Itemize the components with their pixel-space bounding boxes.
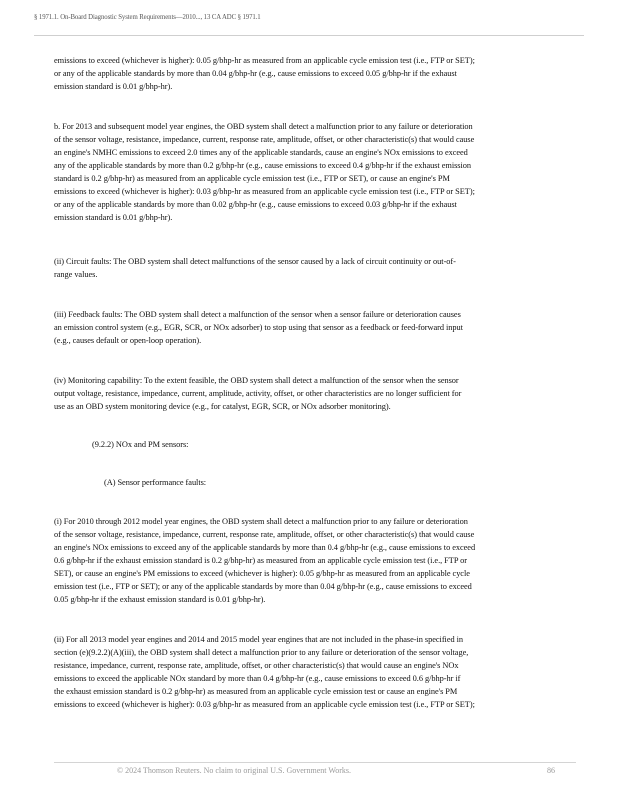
text-line: the exhaust emission standard is 0.2 g/bhp-hr) as measured from an applicable cycle emission test or cause an engine's PM (54, 687, 458, 696)
running-header: § 1971.1. On-Board Diagnostic System Requirements—2010..., 13 CA ADC § 1971.1 (34, 14, 261, 21)
text-line: use as an OBD system monitoring device (e.g., for catalyst, EGR, SCR, or NOx adsorber monitoring). (54, 402, 391, 411)
text-line: emission standard is 0.01 g/bhp-hr). (54, 82, 173, 91)
text-line: any of the applicable standards by more than 0.2 g/bhp-hr (e.g., cause emissions to exceed 0.4 g/bhp-hr if the exhaust emission (54, 161, 471, 170)
text-line: an engine's NMHC emissions to exceed 2.0 times any of the applicable standards, cause an engine's NOx emissions to exceed (54, 148, 468, 157)
heading-sensor-performance-faults (104, 476, 618, 489)
paragraph-i-2010-2012 (54, 515, 576, 606)
text-line: (ii) Circuit faults: The OBD system shall detect malfunctions of the sensor caused by a lack of circuit continuity or out-of- (54, 257, 456, 266)
text-line: b. For 2013 and subsequent model year engines, the OBD system shall detect a malfunction prior to any failure or deterioration (54, 122, 473, 131)
paragraph-b-2013-engines (54, 120, 576, 224)
paragraph-circuit-faults (54, 255, 576, 281)
text-line: 0.05 g/bhp-hr if the exhaust emission standard is 0.01 g/bhp-hr). (54, 595, 266, 604)
paragraph-monitoring-capability (54, 374, 576, 413)
text-line: (i) For 2010 through 2012 model year engines, the OBD system shall detect a malfunction prior to any failure or deterioration (54, 517, 468, 526)
text-line: (A) Sensor performance faults: (104, 478, 207, 487)
heading-nox-pm-sensors (92, 438, 614, 451)
footer-divider (54, 762, 576, 763)
text-line: of the sensor voltage, resistance, impedance, current, response rate, amplitude, offset, or other characteristic(s) that would cause (54, 135, 475, 144)
text-line: standard is 0.2 g/bhp-hr) as measured from an applicable cycle emission test (i.e., FTP or SET), or cause an engine's PM (54, 174, 450, 183)
text-line: resistance, impedance, current, response rate, amplitude, offset, or other characteristic(s) that would cause an engine's NOx (54, 661, 459, 670)
text-line: emissions to exceed (whichever is higher): 0.03 g/bhp-hr as measured from an applicable cycle emission test (i.e., FTP or SET); (54, 700, 475, 709)
text-line: or any of the applicable standards by more than 0.04 g/bhp-hr (e.g., cause emissions to exceed 0.05 g/bhp-hr if the exhaust (54, 69, 457, 78)
text-line: emission standard is 0.01 g/bhp-hr). (54, 213, 173, 222)
paragraph-ii-2013-2015 (54, 633, 576, 711)
text-line: emission test (i.e., FTP or SET); or any of the applicable standards by more than 0.04 g/bhp-hr (e.g., cause emissions to exceed (54, 582, 472, 591)
text-line: an emission control system (e.g., EGR, SCR, or NOx adsorber) to stop using that sensor as a feedback or feed-forward input (54, 323, 463, 332)
text-line: or any of the applicable standards by more than 0.02 g/bhp-hr (e.g., cause emissions to exceed 0.03 g/bhp-hr if the exhaust (54, 200, 457, 209)
text-line: (9.2.2) NOx and PM sensors: (92, 440, 189, 449)
text-line: emissions to exceed (whichever is higher): 0.03 g/bhp-hr as measured from an applicable cycle emission test (i.e., FTP or SET); (54, 187, 475, 196)
paragraph-feedback-faults (54, 308, 576, 347)
text-line: SET), or cause an engine's PM emissions to exceed (whichever is higher): 0.05 g/bhp-hr as measured from an applicable cycle (54, 569, 470, 578)
text-line: (e.g., causes default or open-loop operation). (54, 336, 202, 345)
text-line: section (e)(9.2.2)(A)(iii), the OBD system shall detect a malfunction prior to any failure or deterioration of the sensor voltage, (54, 648, 469, 657)
text-line: range values. (54, 270, 98, 279)
header-divider (34, 35, 584, 36)
text-line: an engine's NOx emissions to exceed any of the applicable standards by more than 0.4 g/bhp-hr (e.g., cause emissions to exceed (54, 543, 476, 552)
text-line: 0.6 g/bhp-hr if the exhaust emission standard is 0.2 g/bhp-hr) as measured from an applicable cycle emission test (i.e., FTP or (54, 556, 467, 565)
text-line: (iii) Feedback faults: The OBD system shall detect a malfunction of the sensor when a sensor failure or deterioration causes (54, 310, 461, 319)
text-line: (ii) For all 2013 model year engines and 2014 and 2015 model year engines that are not included in the phase-in specified in (54, 635, 464, 644)
text-line: of the sensor voltage, resistance, impedance, current, response rate, amplitude, offset, or other characteristic(s) that would cause (54, 530, 475, 539)
text-line: (iv) Monitoring capability: To the extent feasible, the OBD system shall detect a malfunction of the sensor when the sensor (54, 376, 459, 385)
text-line: emissions to exceed (whichever is higher): 0.05 g/bhp-hr as measured from an applicable cycle emission test (i.e., FTP or SET); (54, 56, 475, 65)
footer-copyright: © 2024 Thomson Reuters. No claim to original U.S. Government Works. (117, 766, 352, 775)
paragraph-continuation (54, 54, 576, 93)
page-number: 86 (547, 766, 555, 775)
text-line: emissions to exceed the applicable NOx standard by more than 0.4 g/bhp-hr (e.g., cause emissions to exceed 0.6 g/bhp-hr if (54, 674, 461, 683)
text-line: output voltage, resistance, impedance, current, amplitude, activity, offset, or other characteristics are no longer sufficient for (54, 389, 462, 398)
